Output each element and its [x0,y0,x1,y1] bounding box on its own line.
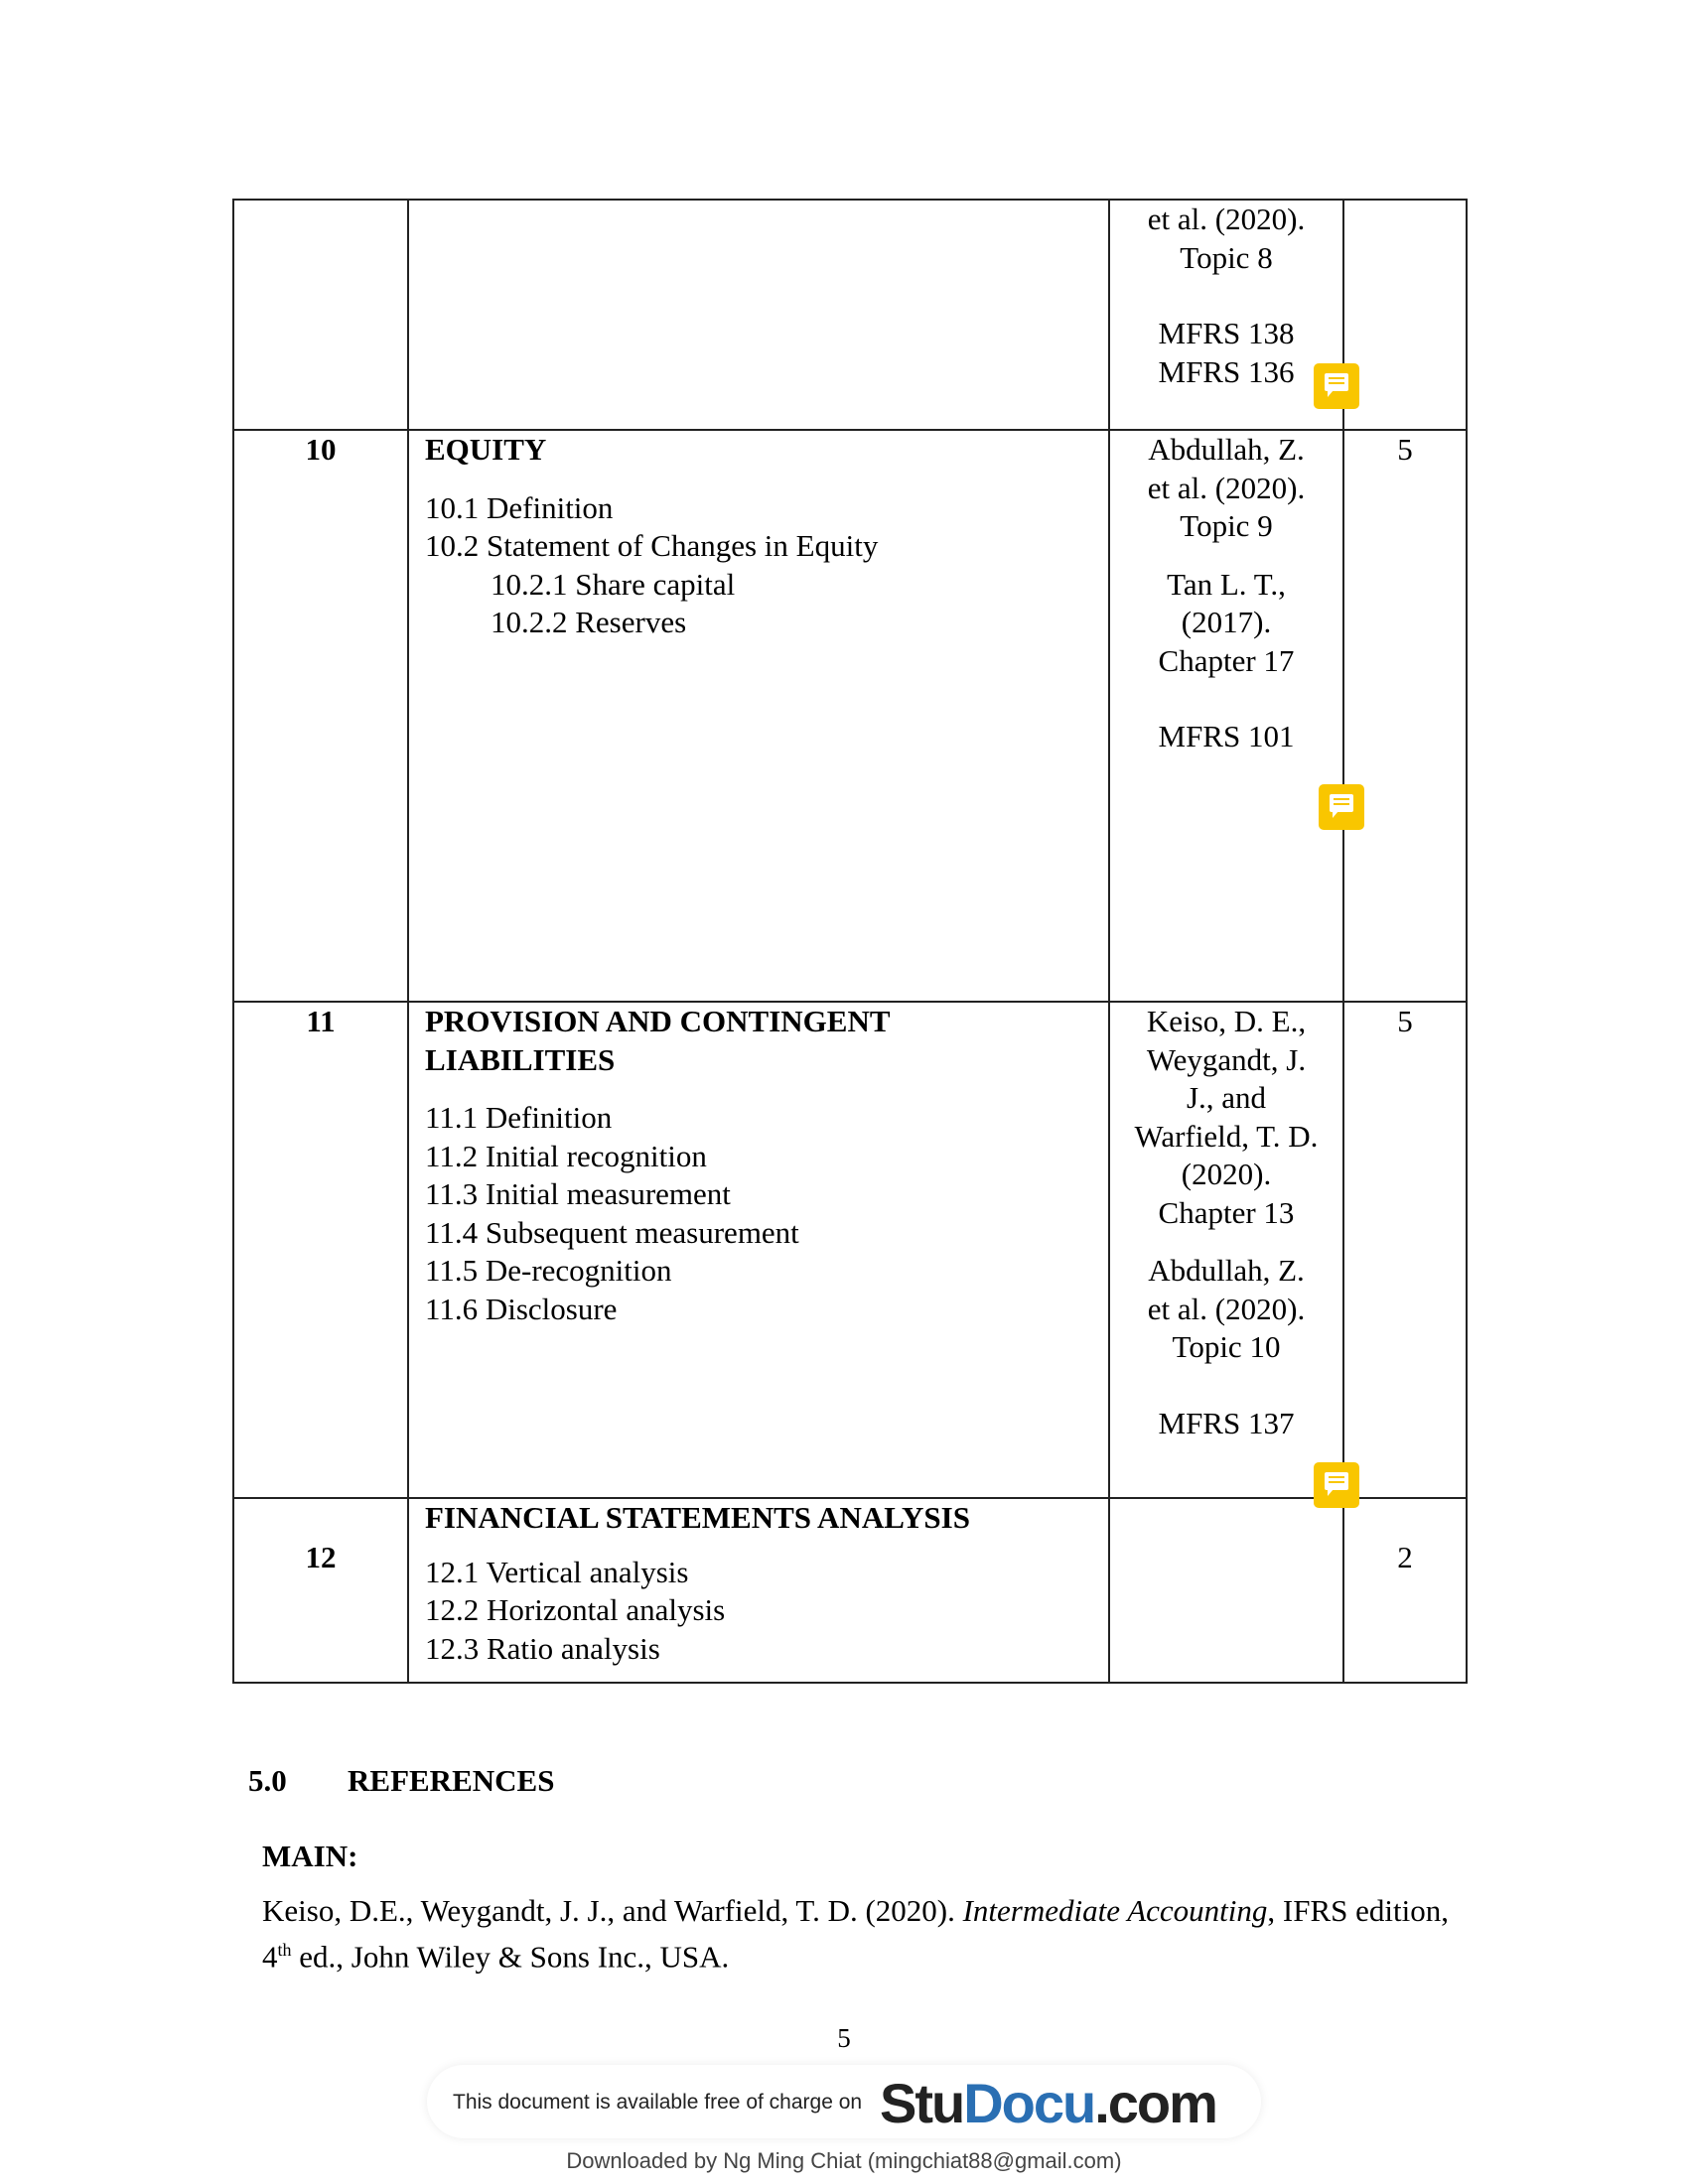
hours-value: 2 [1343,1498,1467,1683]
reference-superscript: th [277,1939,292,1960]
topic-title: FINANCIAL STATEMENTS ANALYSIS [425,1500,970,1535]
reference-line: et al. (2020). [1147,202,1306,236]
table-row [233,1002,1467,1498]
banner-text: This document is available free of charge on [453,2091,863,2114]
topic-item: 10.1 Definition [425,489,614,525]
reference-line: MFRS 136 [1158,353,1295,389]
topic-number: 11 [233,1002,408,1498]
topic-content-cell [408,1498,1109,1683]
reference-line: MFRS 137 [1158,1405,1295,1440]
reference-line: Topic 8 [1180,239,1273,275]
topic-item: 11.5 De-recognition [425,1253,672,1288]
references-cell [1109,430,1343,1002]
topic-number: 10 [233,430,408,1002]
hours-cell [1343,200,1467,430]
topic-number: 12 [233,1498,408,1683]
references-cell [1109,200,1343,430]
table-row [233,430,1467,1002]
topic-item: 12.2 Horizontal analysis [425,1592,726,1627]
topic-number-cell [233,200,408,430]
topic-content-cell [408,1002,1109,1498]
topic-item: 12.3 Ratio analysis [425,1630,660,1666]
reference-authors: Keiso, D.E., Weygandt, J. J., and Warfield, T. D. (2020). [262,1893,963,1928]
reference-line: J., and [1186,1080,1267,1115]
topic-content-cell [408,430,1109,1002]
topic-title: EQUITY [425,432,547,467]
main-references-label: MAIN: [262,1839,358,1873]
topic-title: LIABILITIES [425,1041,616,1077]
reference-line: Chapter 13 [1158,1194,1295,1230]
reference-line: Weygandt, J. [1146,1041,1307,1077]
topic-title: PROVISION AND CONTINGENT [425,1004,891,1038]
comment-icon[interactable] [1314,1462,1359,1508]
reference-line: MFRS 101 [1158,719,1295,753]
reference-edition: , IFRS edition, 4 [262,1893,1449,1974]
table-row [233,1498,1467,1683]
reference-line: Chapter 17 [1158,642,1295,678]
topic-item: 11.1 Definition [425,1100,613,1135]
topic-item: 11.6 Disclosure [425,1291,618,1326]
comment-icon[interactable] [1314,363,1359,409]
reference-line: Topic 9 [1180,508,1273,543]
reference-line: Abdullah, Z. [1148,432,1305,467]
reference-line: MFRS 138 [1158,316,1295,350]
reference-line: (2017). [1181,605,1272,639]
reference-entry [262,1892,1454,1976]
reference-line: et al. (2020). [1147,1291,1306,1326]
hours-value: 5 [1343,1002,1467,1498]
references-cell [1109,1002,1343,1498]
topic-item: 10.2 Statement of Changes in Equity [425,528,879,563]
references-cell [1109,1498,1343,1683]
downloaded-by-text: Downloaded by Ng Ming Chiat (mingchiat88@gmail.com) [566,2148,1122,2173]
logo-part: Stu [880,2072,964,2134]
section-heading [248,1763,554,1799]
logo-part: Docu [963,2072,1095,2134]
reference-line: (2020). [1181,1157,1272,1191]
reference-line: Abdullah, Z. [1148,1253,1305,1288]
topic-subitem: 10.2.1 Share capital [491,566,736,602]
reference-line: Warfield, T. D. [1134,1118,1319,1154]
topic-item: 11.3 Initial measurement [425,1176,731,1211]
hours-value: 5 [1343,430,1467,1002]
table-row [233,200,1467,430]
section-number: 5.0 [248,1763,287,1798]
topic-item: 12.1 Vertical analysis [425,1554,689,1589]
topic-item: 11.4 Subsequent measurement [425,1214,799,1250]
course-content-table [232,199,1468,1684]
comment-icon[interactable] [1319,784,1364,830]
topic-item: 11.2 Initial recognition [425,1138,707,1173]
reference-line: Keiso, D. E., [1146,1004,1307,1038]
reference-line: Tan L. T., [1167,566,1286,602]
logo-part: .com [1094,2072,1216,2134]
topic-content-cell [408,200,1109,430]
reference-line: et al. (2020). [1147,470,1306,505]
page-number: 5 [837,2023,851,2053]
studocu-logo[interactable] [880,2071,1216,2135]
reference-book-title: Intermediate Accounting [962,1893,1268,1928]
section-title: REFERENCES [348,1763,555,1798]
studocu-banner[interactable] [427,2065,1261,2138]
topic-subitem: 10.2.2 Reserves [491,605,687,639]
reference-line: Topic 10 [1172,1329,1281,1364]
reference-publisher: ed., John Wiley & Sons Inc., USA. [291,1938,730,1974]
